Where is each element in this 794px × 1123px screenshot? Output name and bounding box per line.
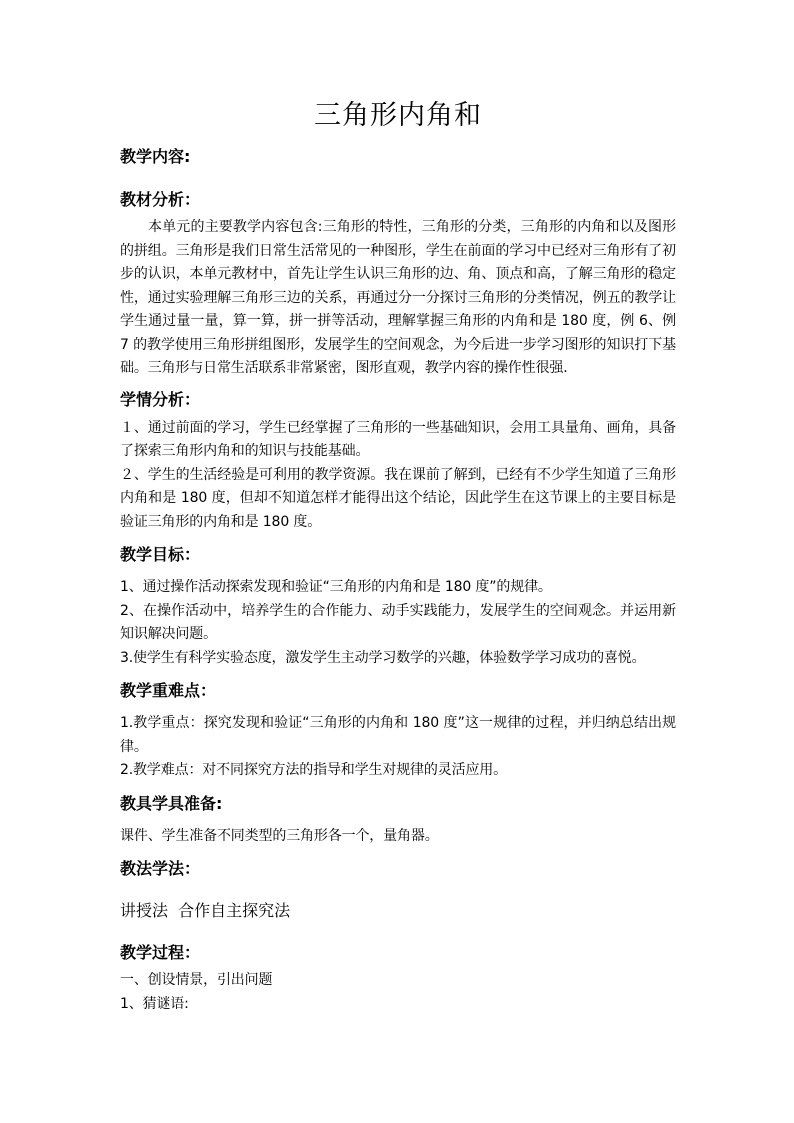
section-heading-methods: 教法学法： xyxy=(120,859,201,878)
section-heading-materials: 教具学具准备: xyxy=(120,793,223,813)
section-heading-key-points: 教学重难点： xyxy=(120,681,217,700)
paragraph-methods: 讲授法 合作自主探究法 xyxy=(120,901,291,920)
paragraph-objective-1: 1、通过操作活动探索发现和验证“三角形的内角和是 180 度”的规律。 xyxy=(120,579,552,595)
document-title: 三角形内角和 xyxy=(314,100,482,131)
section-heading-content: 教学内容: xyxy=(120,147,191,166)
paragraph-process-1: 一、创设情景，引出问题 xyxy=(120,972,273,988)
paragraph-textbook-analysis: 本单元的主要教学内容包含:三角形的特性，三角形的分类，三角形的内角和以及图形的拼组。三角形是我们日常生活常见的一种图形，学生在前面的学习中已经对三角形有了初步的认识，本单元教材中，首先让学生认识三角形的边、角、顶点和高，了解三角形的稳定性，通过实验理解三角形三边的关系，再通过分一分探讨三角形的分类情况，例五的教学让学生通过量一量，算一算，拼一拼等活动，理解掌握三角形的内角和是 180 度，例 6、例 7 的教学使用三角形拼组图形，发展学生的空间观念，为今后进一步学习图形的知识打下基础。三角形与日常生活联系非常紧密，图形直观，教学内容的操作性很强. xyxy=(120,219,676,376)
section-heading-process: 教学过程： xyxy=(120,943,201,962)
document-page xyxy=(120,96,676,1016)
section-heading-textbook-analysis: 教材分析： xyxy=(120,190,201,209)
paragraph-key-point-1: 1.教学重点：探究发现和验证“三角形的内角和 180 度”这一规律的过程，并归纳总结出规律。 xyxy=(120,715,676,755)
paragraph-process-2: 1、猜谜语: xyxy=(120,995,189,1012)
paragraph-materials: 课件、学生准备不同类型的三角形各一个，量角器。 xyxy=(120,827,439,844)
paragraph-student-analysis-1: １、通过前面的学习，学生已经掌握了三角形的一些基础知识，会用工具量角、画角，具备了探索三角形内角和的知识与技能基础。 xyxy=(120,419,676,459)
section-heading-objectives: 教学目标： xyxy=(120,545,201,564)
section-heading-student-analysis: 学情分析： xyxy=(120,389,201,409)
paragraph-student-analysis-2: ２、学生的生活经验是可利用的教学资源。我在课前了解到，已经有不少学生知道了三角形内角和是 180 度，但却不知道怎样才能得出这个结论，因此学生在这节课上的主要目标是验证三角形的内角和是 180 度。 xyxy=(120,466,676,530)
paragraph-objective-2: 2、在操作活动中，培养学生的合作能力、动手实践能力，发展学生的空间观念。并运用新知识解决问题。 xyxy=(120,602,676,642)
paragraph-key-point-2: 2.教学难点：对不同探究方法的指导和学生对规律的灵活应用。 xyxy=(120,762,508,778)
paragraph-objective-3: 3.使学生有科学实验态度，激发学生主动学习数学的兴趣，体验数学学习成功的喜悦。 xyxy=(120,649,646,666)
